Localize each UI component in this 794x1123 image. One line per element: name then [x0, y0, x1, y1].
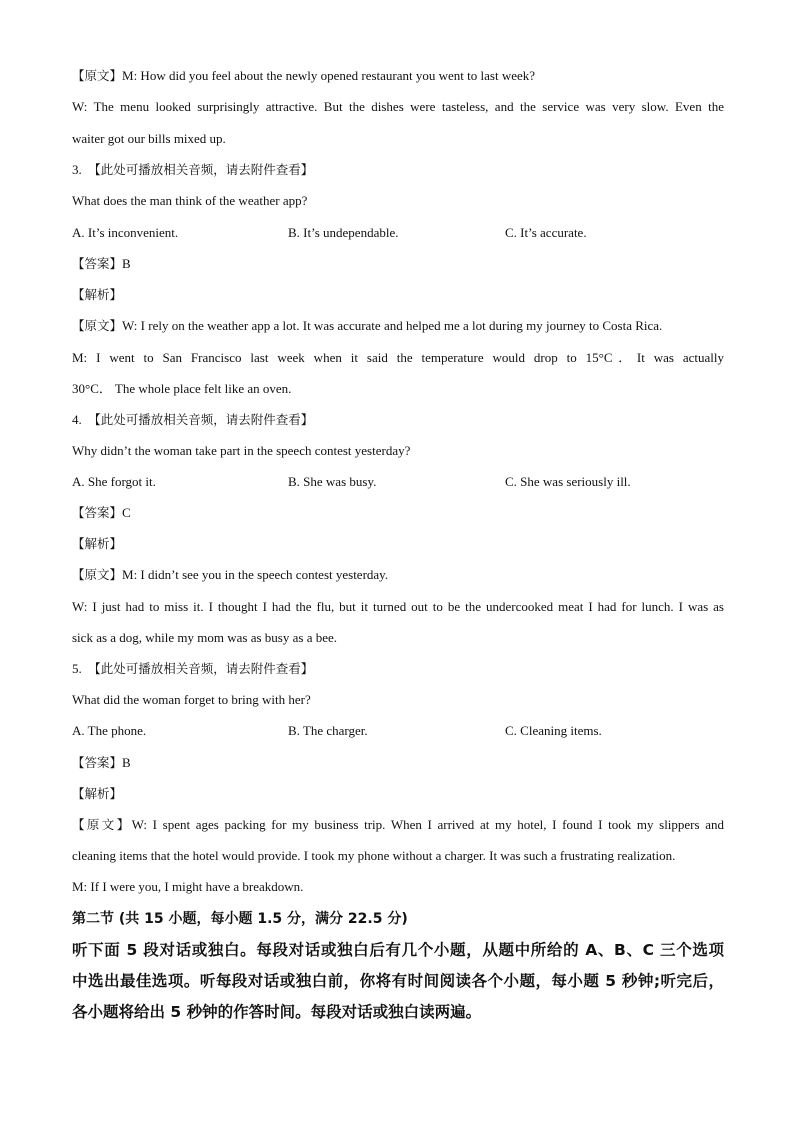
- q4-audio-note: 【此处可播放相关音频，请去附件查看】: [88, 412, 314, 427]
- section2-instruction-2: 中选出最佳选项。听每段对话或独白前，你将有时间阅读各个小题，每小题 5 秒钟;听完后，: [72, 972, 724, 990]
- q3-question: What does the man think of the weather app?: [72, 193, 308, 208]
- q3-analysis: [72, 286, 724, 304]
- q2-transcript-w2: waiter got our bills mixed up.: [72, 131, 226, 146]
- section2-title: 第二节 (共 15 小题，每小题 1.5 分，满分 22.5 分): [72, 911, 408, 927]
- q5-option-a: A. The phone.: [72, 723, 147, 738]
- original-label: 【原文】: [72, 318, 123, 333]
- q5-option-c: C. Cleaning items.: [505, 723, 602, 738]
- q4-transcript-2: W: I just had to miss it. I thought I had the flu, but it turned out to be the undercooked meat I had for lunch. I was as: [72, 599, 724, 614]
- q5-header: [72, 660, 724, 678]
- q2-transcript-line-1: [72, 67, 724, 85]
- q3-transcript-2: M: I went to San Francisco last week when it said the temperature would drop to 15°C．It was actually: [72, 350, 724, 365]
- q4-answer: [72, 504, 724, 522]
- q3-transcript-1: W: I rely on the weather app a lot. It was accurate and helped me a lot during my journey to Costa Rica.: [122, 318, 663, 333]
- q4-answer-value: C: [122, 505, 131, 520]
- original-label: 【原文】: [72, 567, 123, 582]
- q3-option-b: B. It’s undependable.: [288, 225, 399, 240]
- q5-transcript-line-1: [72, 816, 724, 834]
- answer-label: 【答案】: [72, 505, 123, 520]
- q4-transcript-3: sick as a dog, while my mom was as busy as a bee.: [72, 630, 338, 645]
- q4-option-c: C. She was seriously ill.: [505, 474, 631, 489]
- q3-transcript-line-1: [72, 317, 724, 335]
- q5-answer-value: B: [122, 755, 131, 770]
- q4-header: [72, 411, 724, 429]
- q3-audio-note: 【此处可播放相关音频，请去附件查看】: [88, 162, 314, 177]
- q5-transcript-3: M: If I were you, I might have a breakdown.: [72, 879, 304, 894]
- q2-transcript-m: M: How did you feel about the newly opened restaurant you went to last week?: [122, 68, 536, 83]
- q3-option-c: C. It’s accurate.: [505, 225, 587, 240]
- q4-analysis: [72, 535, 724, 553]
- q2-transcript-w1: W: The menu looked surprisingly attractive. But the dishes were tasteless, and the service was very slow. Even the: [72, 99, 724, 114]
- q3-number: 3.: [72, 162, 82, 177]
- q4-transcript-1: M: I didn’t see you in the speech contest yesterday.: [122, 567, 389, 582]
- q4-number: 4.: [72, 412, 82, 427]
- q5-number: 5.: [72, 661, 82, 676]
- q5-transcript-1: W: I spent ages packing for my business trip. When I arrived at my hotel, I found I took my slippers and: [131, 817, 724, 832]
- q3-answer-value: B: [122, 256, 131, 271]
- section2-instruction-3: 各小题将给出 5 秒钟的作答时间。每段对话或独白读两遍。: [72, 1003, 482, 1021]
- q4-option-b: B. She was busy.: [288, 474, 377, 489]
- q4-option-a: A. She forgot it.: [72, 474, 156, 489]
- analysis-label: 【解析】: [72, 786, 123, 801]
- q3-option-a: A. It’s inconvenient.: [72, 225, 179, 240]
- q5-transcript-2: cleaning items that the hotel would provide. I took my phone without a charger. It was such a frustrating realization.: [72, 848, 676, 863]
- q3-header: [72, 161, 724, 179]
- q4-question: Why didn’t the woman take part in the speech contest yesterday?: [72, 443, 411, 458]
- q5-question: What did the woman forget to bring with her?: [72, 692, 311, 707]
- answer-label: 【答案】: [72, 755, 123, 770]
- answer-label: 【答案】: [72, 256, 123, 271]
- q4-transcript-line-1: [72, 566, 724, 584]
- q5-answer: [72, 754, 724, 772]
- original-label: 【原文】: [72, 68, 123, 83]
- original-label: 【原文】: [72, 817, 132, 832]
- q5-option-b: B. The charger.: [288, 723, 368, 738]
- section2-instruction-1: 听下面 5 段对话或独白。每段对话或独白后有几个小题，从题中所给的 A、B、C 三个选项: [72, 941, 724, 959]
- analysis-label: 【解析】: [72, 536, 123, 551]
- q5-analysis: [72, 785, 724, 803]
- q3-answer: [72, 255, 724, 273]
- q5-audio-note: 【此处可播放相关音频，请去附件查看】: [88, 661, 314, 676]
- q3-transcript-3: 30°C． The whole place felt like an oven.: [72, 381, 292, 396]
- analysis-label: 【解析】: [72, 287, 123, 302]
